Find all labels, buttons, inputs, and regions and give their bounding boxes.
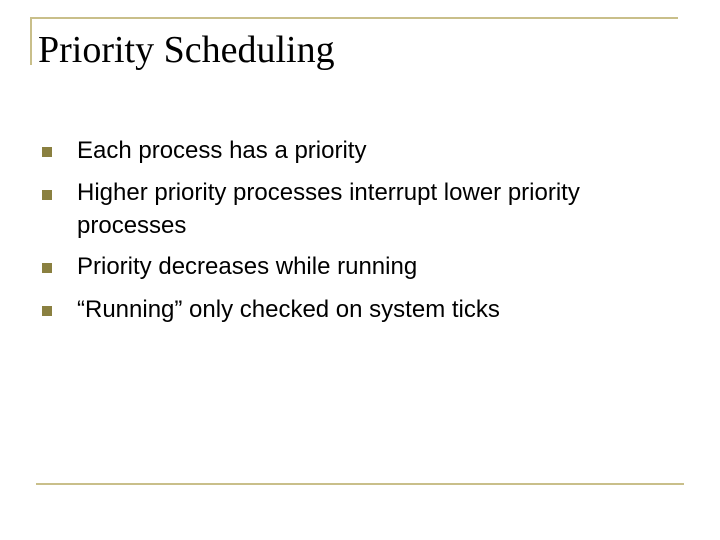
bullet-item — [42, 176, 682, 242]
bullet-item — [42, 292, 682, 328]
bullet-item — [42, 249, 682, 285]
bullet-text: Each process has a priority — [77, 137, 367, 164]
bullet-text: Higher priority processes interrupt lower priority processes — [77, 179, 580, 239]
slide-title: Priority Scheduling — [38, 29, 335, 71]
square-bullet-icon — [42, 306, 52, 316]
square-bullet-icon — [42, 147, 52, 157]
left-rule — [30, 17, 32, 65]
top-rule — [30, 17, 678, 19]
bottom-rule — [36, 483, 684, 485]
square-bullet-icon — [42, 190, 52, 200]
bullet-text: Priority decreases while running — [77, 253, 418, 280]
bullet-text: “Running” only checked on system ticks — [77, 296, 500, 323]
bullet-list — [42, 133, 682, 335]
square-bullet-icon — [42, 263, 52, 273]
bullet-item — [42, 133, 682, 169]
